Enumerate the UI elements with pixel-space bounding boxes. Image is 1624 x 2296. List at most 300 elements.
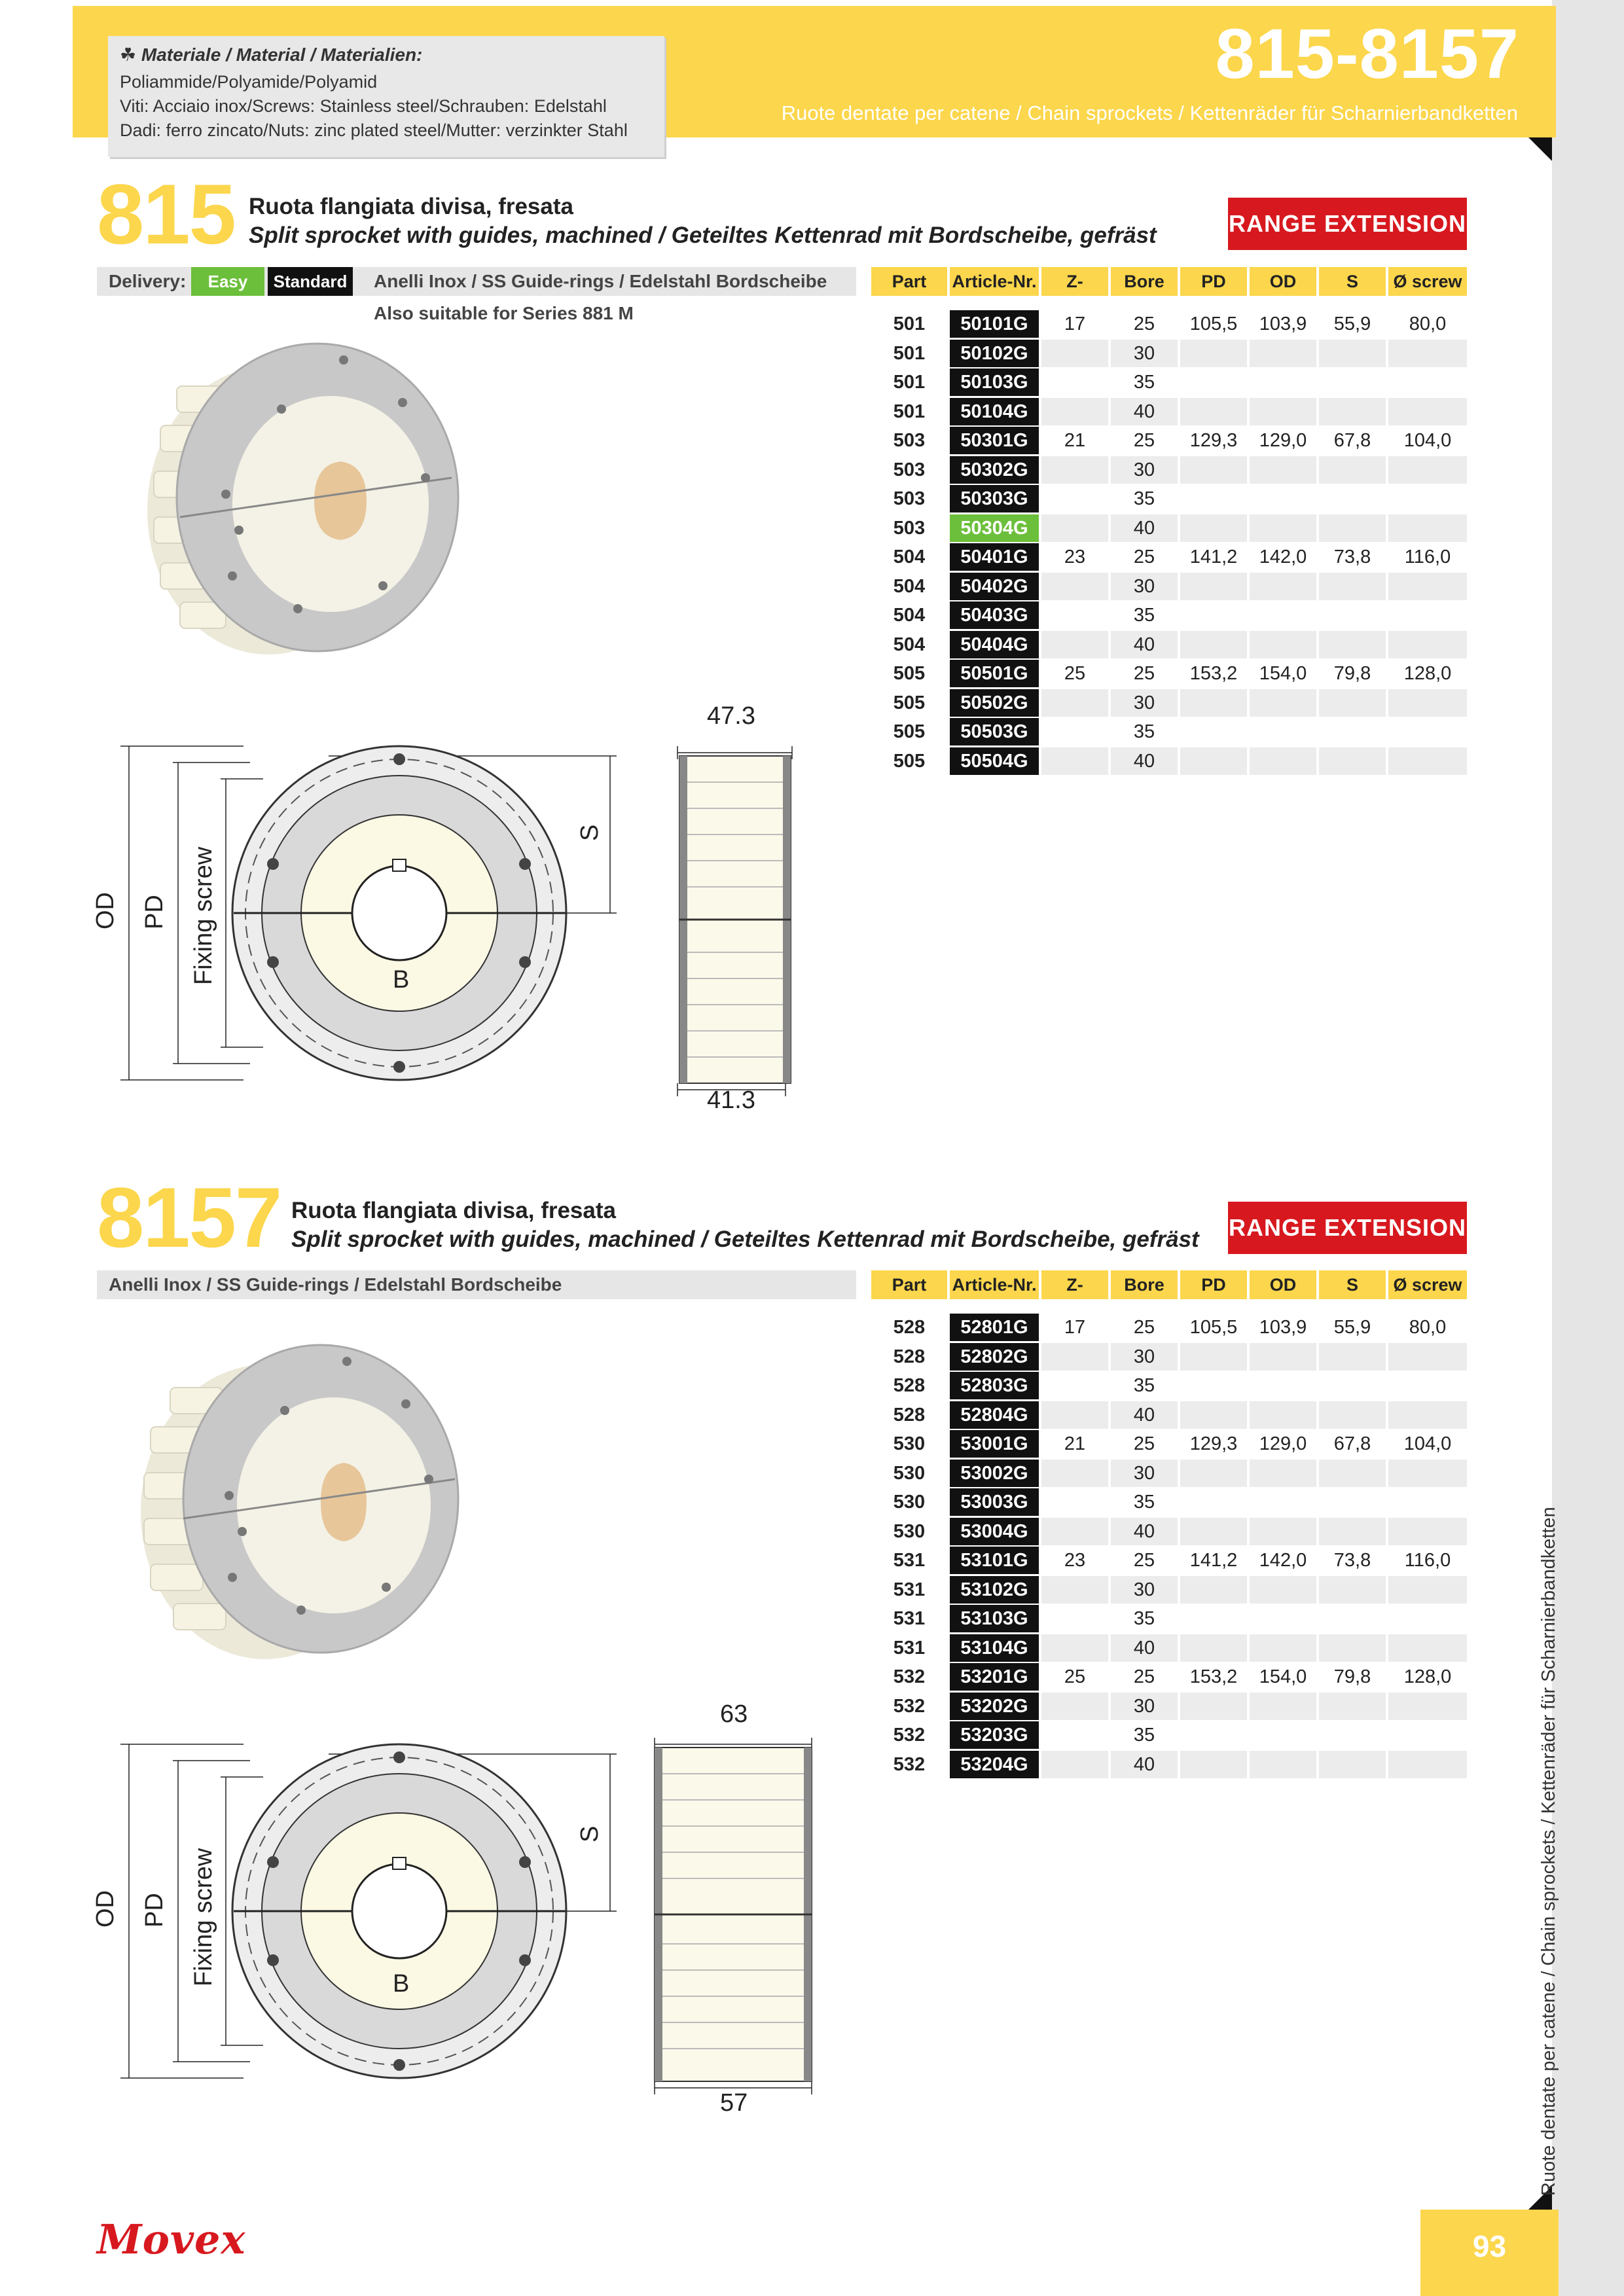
dimension-pd-815: PD	[141, 895, 168, 929]
cell-bore: 25	[1133, 430, 1155, 451]
cell-pd	[1180, 456, 1247, 484]
cell-art: 50104G	[950, 398, 1039, 425]
cell-screw	[1388, 514, 1467, 542]
cell-pd: 105,5	[1189, 1317, 1238, 1338]
cell-s	[1319, 1634, 1386, 1662]
cell-z	[1041, 485, 1108, 512]
cell-part: 530	[893, 1462, 926, 1484]
cell-art: 50301G	[950, 427, 1039, 454]
cell-part: 532	[893, 1753, 926, 1775]
delivery-easy-badge: Easy	[191, 267, 264, 296]
table-row	[871, 1576, 1467, 1604]
cell-pd	[1180, 689, 1247, 717]
cell-z: 17	[1064, 314, 1086, 334]
cell-pd	[1180, 368, 1247, 396]
cell-s	[1319, 1518, 1386, 1545]
cell-bore: 40	[1111, 631, 1178, 658]
cell-z	[1041, 1693, 1108, 1720]
cell-art: 53001G	[950, 1430, 1039, 1458]
dimension-s-815: S	[576, 824, 604, 841]
cell-part: 504	[893, 575, 926, 597]
cell-art: 53203G	[950, 1721, 1039, 1749]
cell-screw: 116,0	[1404, 1550, 1451, 1571]
cell-s	[1319, 1693, 1386, 1720]
col-header-screw: Ø screw	[1388, 267, 1467, 296]
cell-art: 53204G	[950, 1751, 1039, 1778]
cell-bore: 40	[1111, 1634, 1178, 1662]
cell-part: 501	[893, 401, 926, 422]
dimension-pd-8157: PD	[141, 1893, 168, 1928]
cell-part: 501	[893, 314, 926, 334]
cell-bore: 30	[1111, 1693, 1178, 1720]
cell-screw: 104,0	[1403, 1433, 1452, 1454]
cell-pd	[1180, 398, 1247, 425]
cell-bore: 35	[1133, 1725, 1155, 1746]
cell-z	[1041, 1721, 1108, 1749]
cell-od: 142,0	[1259, 547, 1307, 567]
table-row	[871, 1547, 1467, 1574]
table-row	[871, 1401, 1467, 1429]
cell-z: 17	[1064, 1317, 1086, 1338]
cell-s	[1319, 1372, 1386, 1399]
cell-screw	[1388, 1576, 1467, 1604]
cell-z	[1041, 1605, 1108, 1632]
sprocket-photo-815	[134, 321, 481, 661]
cell-bore: 35	[1133, 1608, 1155, 1629]
table-row	[871, 1634, 1467, 1662]
cell-part: 504	[893, 605, 926, 626]
cell-s	[1319, 718, 1386, 745]
cell-bore: 25	[1133, 1317, 1155, 1338]
col-header-part: Part	[871, 1270, 947, 1299]
cell-bore: 25	[1133, 1666, 1155, 1687]
cell-bore: 30	[1111, 1343, 1178, 1371]
cell-art: 50501G	[950, 660, 1039, 687]
header-fold-corner	[1528, 137, 1552, 161]
cell-art: 50303G	[950, 485, 1039, 512]
cell-od	[1250, 485, 1316, 512]
table-row	[871, 1430, 1467, 1458]
cell-pd	[1180, 1721, 1247, 1749]
cell-bore: 40	[1111, 747, 1178, 775]
cell-art: 50402G	[950, 573, 1039, 600]
cell-bore: 30	[1111, 1576, 1178, 1604]
cell-z	[1041, 368, 1108, 396]
cell-s	[1319, 340, 1386, 367]
cell-pd	[1180, 485, 1247, 512]
cell-part: 505	[893, 721, 926, 742]
cell-z	[1041, 514, 1108, 542]
dimension-top-815: 47.3	[707, 702, 755, 730]
cell-art: 53102G	[950, 1576, 1039, 1604]
table-row	[871, 1460, 1467, 1487]
cell-s: 55,9	[1333, 314, 1371, 334]
cell-art: 50502G	[950, 689, 1039, 717]
cell-screw	[1388, 601, 1467, 629]
cell-s	[1319, 1605, 1386, 1632]
cell-screw	[1388, 689, 1467, 717]
cell-bore: 40	[1111, 1401, 1178, 1429]
cell-screw	[1388, 1693, 1467, 1720]
cell-bore: 30	[1111, 573, 1178, 600]
cell-bore: 35	[1133, 488, 1155, 509]
dimension-b-815: B	[393, 966, 410, 994]
cell-s: 67,8	[1333, 430, 1371, 451]
cell-part: 501	[893, 372, 926, 393]
cell-screw	[1388, 340, 1467, 367]
cell-art: 53004G	[950, 1518, 1039, 1545]
cell-part: 503	[893, 517, 926, 539]
cell-art: 53104G	[950, 1634, 1039, 1662]
cell-screw: 116,0	[1404, 547, 1451, 567]
table-row	[871, 427, 1467, 454]
cell-s	[1319, 514, 1386, 542]
col-header-article: Article-Nr.	[950, 267, 1039, 296]
section-8157-code: 8157	[97, 1170, 281, 1265]
cell-s: 73,8	[1333, 547, 1371, 567]
table-row	[871, 1663, 1467, 1691]
dimension-od-8157: OD	[92, 1890, 119, 1928]
cell-z	[1041, 718, 1108, 745]
cell-art: 50503G	[950, 718, 1039, 745]
cell-part: 503	[893, 430, 926, 451]
dimension-fixing-screw-815: Fixing screw	[190, 846, 217, 985]
cell-bore: 40	[1111, 1518, 1178, 1545]
cell-art: 50504G	[950, 747, 1039, 775]
cell-s	[1319, 456, 1386, 484]
table-row	[871, 1314, 1467, 1341]
cell-part: 530	[893, 1433, 926, 1454]
dimension-bottom-8157: 57	[720, 2089, 748, 2117]
col-header-article: Article-Nr.	[950, 1270, 1039, 1299]
col-header-bore: Bore	[1111, 1270, 1178, 1299]
cell-bore: 30	[1111, 456, 1178, 484]
cell-pd	[1180, 1372, 1247, 1399]
cell-od	[1250, 398, 1316, 425]
table-row	[871, 660, 1467, 687]
cell-od	[1250, 1721, 1316, 1749]
cell-art: 50404G	[950, 631, 1039, 658]
cell-art: 52802G	[950, 1343, 1039, 1371]
materials-line: Poliammide/Polyamide/Polyamid	[120, 72, 378, 92]
cell-pd	[1180, 1576, 1247, 1604]
cell-part: 531	[893, 1550, 926, 1571]
dimension-b-8157: B	[393, 1970, 410, 1998]
cell-s	[1319, 573, 1386, 600]
cell-screw	[1388, 1488, 1467, 1516]
cell-screw: 128,0	[1403, 1666, 1452, 1687]
delivery-label: Delivery:	[109, 271, 187, 291]
dimension-s-8157: S	[576, 1825, 604, 1842]
cell-pd: 129,3	[1189, 430, 1238, 451]
cell-od	[1250, 1693, 1316, 1720]
cell-pd	[1180, 1488, 1247, 1516]
cell-od	[1250, 573, 1316, 600]
range-extension-badge: RANGE EXTENSION	[1228, 1202, 1467, 1254]
guide-rings-label: Anelli Inox / SS Guide-rings / Edelstahl Bordscheibe	[374, 271, 827, 291]
cell-z: 23	[1064, 547, 1086, 567]
cell-od: 154,0	[1259, 1666, 1307, 1687]
cell-pd: 153,2	[1189, 663, 1238, 684]
cell-part: 528	[893, 1404, 926, 1426]
cell-od: 142,0	[1259, 1550, 1307, 1571]
cell-pd	[1180, 631, 1247, 658]
cell-part: 531	[893, 1608, 926, 1629]
section-815-code: 815	[97, 166, 235, 262]
cell-s	[1319, 1488, 1386, 1516]
cell-part: 505	[893, 663, 926, 684]
material-icon: ☘	[120, 45, 137, 65]
cell-art: 50403G	[950, 601, 1039, 629]
cell-pd	[1180, 1751, 1247, 1778]
cell-screw	[1388, 368, 1467, 396]
cell-pd: 141,2	[1189, 1550, 1238, 1571]
cell-art: 50101G	[950, 310, 1039, 338]
cell-od	[1250, 368, 1316, 396]
sprocket-photo-8157	[134, 1322, 481, 1662]
cell-z	[1041, 1518, 1108, 1545]
cell-screw	[1388, 398, 1467, 425]
cell-art: 50302G	[950, 456, 1039, 484]
col-header-od: OD	[1250, 1270, 1316, 1299]
cell-z	[1041, 631, 1108, 658]
cell-z	[1041, 1401, 1108, 1429]
cell-bore: 25	[1133, 314, 1155, 334]
cell-pd	[1180, 1634, 1247, 1662]
table-row	[871, 310, 1467, 338]
cell-od	[1250, 1460, 1316, 1487]
cell-z	[1041, 1634, 1108, 1662]
cell-art: 50304G	[950, 514, 1039, 542]
cell-od	[1250, 1634, 1316, 1662]
cell-pd	[1180, 340, 1247, 367]
materials-title: ☘ Materiale / Material / Materialien:	[120, 45, 423, 65]
cell-pd	[1180, 573, 1247, 600]
cell-part: 531	[893, 1579, 926, 1600]
side-caption: Ruote dentate per catene / Chain sprockets / Kettenräder für Scharnierbandketten	[1538, 1507, 1559, 2196]
cell-screw	[1388, 747, 1467, 775]
cell-bore: 30	[1111, 1460, 1178, 1487]
cell-bore: 35	[1133, 1375, 1155, 1396]
table-row	[871, 543, 1467, 571]
col-header-z: Z-	[1041, 267, 1108, 296]
cell-z	[1041, 1460, 1108, 1487]
header-code: 815-8157	[1215, 14, 1519, 93]
table-row	[871, 1751, 1467, 1778]
table-row	[871, 747, 1467, 775]
cell-part: 503	[893, 488, 926, 509]
delivery-standard-badge: Standard	[268, 267, 353, 296]
cell-art: 50103G	[950, 368, 1039, 396]
cell-part: 528	[893, 1375, 926, 1396]
cell-bore: 25	[1133, 1433, 1155, 1454]
cell-part: 501	[893, 342, 926, 364]
dimension-bottom-815: 41.3	[707, 1086, 755, 1114]
cell-s	[1319, 485, 1386, 512]
cell-z	[1041, 398, 1108, 425]
cell-screw	[1388, 1721, 1467, 1749]
cell-pd: 153,2	[1189, 1666, 1238, 1687]
table-row	[871, 573, 1467, 600]
cell-art: 53201G	[950, 1663, 1039, 1691]
cell-bore: 25	[1133, 547, 1155, 567]
cell-z: 23	[1064, 1550, 1086, 1571]
cell-part: 530	[893, 1492, 926, 1513]
cell-screw	[1388, 456, 1467, 484]
cell-part: 503	[893, 459, 926, 480]
table-row	[871, 340, 1467, 367]
cell-part: 532	[893, 1695, 926, 1717]
cell-z	[1041, 1343, 1108, 1371]
cell-pd	[1180, 514, 1247, 542]
cell-od	[1250, 601, 1316, 629]
side-view-815	[661, 743, 805, 1096]
cell-screw	[1388, 1460, 1467, 1487]
cell-s	[1319, 1460, 1386, 1487]
section-815-subtitle: Split sprocket with guides, machined / Geteiltes Kettenrad mit Bordscheibe, gefräst	[249, 223, 1157, 248]
cell-od	[1250, 1401, 1316, 1429]
cell-s: 73,8	[1333, 1550, 1371, 1571]
page-number: 93	[1472, 2229, 1507, 2263]
cell-s	[1319, 747, 1386, 775]
materials-box	[108, 36, 664, 157]
cell-screw	[1388, 573, 1467, 600]
cell-pd	[1180, 1693, 1247, 1720]
cell-part: 532	[893, 1666, 926, 1687]
cell-screw	[1388, 1751, 1467, 1778]
cell-s: 55,9	[1333, 1317, 1371, 1338]
table-row	[871, 1605, 1467, 1632]
cell-z	[1041, 573, 1108, 600]
cell-art: 52804G	[950, 1401, 1039, 1429]
cell-pd	[1180, 1401, 1247, 1429]
cell-od	[1250, 1605, 1316, 1632]
cell-od	[1250, 340, 1316, 367]
cell-part: 505	[893, 750, 926, 772]
cell-bore: 30	[1111, 689, 1178, 717]
cell-z	[1041, 340, 1108, 367]
cell-s	[1319, 1751, 1386, 1778]
cell-screw: 80,0	[1409, 314, 1447, 334]
cell-art: 50401G	[950, 543, 1039, 571]
side-view-8157	[645, 1734, 821, 2094]
table-row	[871, 1721, 1467, 1749]
cell-s: 67,8	[1333, 1433, 1371, 1454]
cell-od	[1250, 1751, 1316, 1778]
cell-pd	[1180, 1518, 1247, 1545]
cell-s	[1319, 601, 1386, 629]
cell-screw	[1388, 1605, 1467, 1632]
cell-screw	[1388, 485, 1467, 512]
cell-pd: 129,3	[1189, 1433, 1238, 1454]
cell-art: 53003G	[950, 1488, 1039, 1516]
cell-screw: 104,0	[1403, 430, 1452, 451]
cell-z	[1041, 456, 1108, 484]
cell-z: 25	[1064, 663, 1086, 684]
cell-art: 53101G	[950, 1547, 1039, 1574]
cell-od	[1250, 1372, 1316, 1399]
cell-z	[1041, 601, 1108, 629]
cell-bore: 35	[1133, 1492, 1155, 1513]
cell-screw	[1388, 1518, 1467, 1545]
cell-art: 53202G	[950, 1693, 1039, 1720]
cell-bore: 40	[1111, 1751, 1178, 1778]
table-row	[871, 398, 1467, 425]
cell-s: 79,8	[1333, 663, 1371, 684]
dimension-fixing-screw-8157: Fixing screw	[190, 1848, 217, 1986]
col-header-bore: Bore	[1111, 267, 1178, 296]
col-header-screw: Ø screw	[1388, 1270, 1467, 1299]
cell-part: 528	[893, 1317, 926, 1338]
cell-z: 21	[1064, 1433, 1086, 1454]
materials-line: Viti: Acciaio inox/Screws: Stainless steel/Schrauben: Edelstahl	[120, 96, 607, 116]
section-815-title: Ruota flangiata divisa, fresata	[249, 194, 573, 219]
col-header-od: OD	[1250, 267, 1316, 296]
cell-od	[1250, 631, 1316, 658]
cell-z: 25	[1064, 1666, 1086, 1687]
cell-bore: 35	[1133, 605, 1155, 626]
table-row	[871, 1343, 1467, 1371]
cell-pd	[1180, 747, 1247, 775]
header-subtitle: Ruote dentate per catene / Chain sprockets / Kettenräder für Scharnierbandketten	[781, 101, 1518, 124]
cell-pd	[1180, 1605, 1247, 1632]
col-header-s: S	[1319, 267, 1386, 296]
cell-part: 532	[893, 1725, 926, 1746]
cell-od	[1250, 1488, 1316, 1516]
table-row	[871, 485, 1467, 512]
table-815	[871, 267, 1467, 772]
cell-od: 103,9	[1259, 314, 1307, 334]
section-8157-subtitle: Split sprocket with guides, machined / Geteiltes Kettenrad mit Bordscheibe, gefräst	[291, 1227, 1199, 1252]
cell-pd	[1180, 1460, 1247, 1487]
cell-art: 52801G	[950, 1314, 1039, 1341]
cell-z	[1041, 747, 1108, 775]
cell-part: 530	[893, 1520, 926, 1542]
cell-bore: 35	[1133, 721, 1155, 742]
cell-screw	[1388, 718, 1467, 745]
table-row	[871, 631, 1467, 658]
cell-pd	[1180, 718, 1247, 745]
cell-screw	[1388, 1343, 1467, 1371]
cell-part: 504	[893, 547, 926, 567]
cell-z: 21	[1064, 430, 1086, 451]
suitability-note: Also suitable for Series 881 M	[374, 303, 634, 323]
table-row	[871, 456, 1467, 484]
col-header-part: Part	[871, 267, 947, 296]
cell-od	[1250, 1343, 1316, 1371]
cell-z	[1041, 1751, 1108, 1778]
cell-part: 531	[893, 1637, 926, 1659]
cell-part: 504	[893, 634, 926, 655]
cell-s	[1319, 631, 1386, 658]
table-row	[871, 601, 1467, 629]
table-row	[871, 368, 1467, 396]
cell-od	[1250, 689, 1316, 717]
cell-od: 154,0	[1259, 663, 1307, 684]
table-row	[871, 1693, 1467, 1720]
table-row	[871, 1488, 1467, 1516]
cell-screw: 128,0	[1403, 663, 1452, 684]
cell-s	[1319, 1721, 1386, 1749]
cell-s	[1319, 1343, 1386, 1371]
cell-z	[1041, 1488, 1108, 1516]
movex-logo: Movex	[97, 2215, 246, 2263]
cell-od	[1250, 514, 1316, 542]
cell-bore: 25	[1133, 663, 1155, 684]
cell-bore: 40	[1111, 514, 1178, 542]
col-header-pd: PD	[1180, 267, 1247, 296]
cell-pd	[1180, 1343, 1247, 1371]
